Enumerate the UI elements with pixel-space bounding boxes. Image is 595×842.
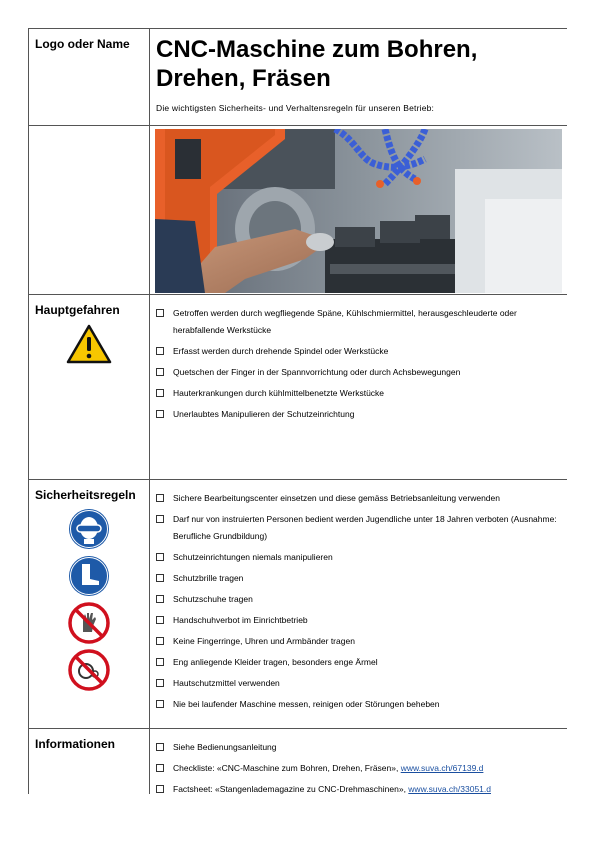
safety-sheet-table (28, 28, 567, 794)
list-item-text: Unerlaubtes Manipulieren der Schutzeinrichtung (173, 409, 355, 419)
hazards-list (150, 295, 567, 423)
logo-cell (29, 29, 150, 126)
list-item-text: Quetschen der Finger in der Spannvorrichtung oder durch Achsbewegungen (173, 367, 461, 377)
checkbox-icon (156, 616, 164, 624)
info-row (29, 729, 568, 795)
hazards-label-cell (29, 295, 150, 480)
checkbox-icon (156, 515, 164, 523)
checkbox-icon (156, 679, 164, 687)
list-item (156, 549, 563, 566)
checkbox-icon (156, 494, 164, 502)
checkbox-icon (156, 785, 164, 793)
rules-row (29, 480, 568, 729)
title-line-1: CNC-Maschine zum Bohren, (156, 36, 478, 63)
no-gloves-icon (68, 602, 110, 644)
list-item-text: Hautschutzmittel verwenden (173, 678, 280, 688)
checkbox-icon (156, 410, 164, 418)
checkbox-icon (156, 309, 164, 317)
header-row (29, 29, 568, 126)
hazards-label: Hauptgefahren (35, 303, 120, 317)
list-item-text: Schutzschuhe tragen (173, 594, 253, 604)
machine-photo (155, 129, 562, 293)
list-item (156, 364, 563, 381)
checkbox-icon (156, 764, 164, 772)
rules-list (150, 480, 567, 713)
list-item (156, 385, 563, 402)
list-item-text: Sichere Bearbeitungscenter einsetzen und diese gemäss Betriebsanleitung verwenden (173, 493, 500, 503)
list-item (156, 406, 563, 423)
list-item (156, 612, 563, 629)
checkbox-icon (156, 637, 164, 645)
document-sheet (28, 28, 567, 794)
list-item (156, 511, 563, 545)
list-item (156, 739, 563, 756)
photo-row (29, 126, 568, 295)
hazards-row (29, 295, 568, 480)
list-item-text: Eng anliegende Kleider tragen, besonders enge Ärmel (173, 657, 378, 667)
list-item-text: Erfasst werden durch drehende Spindel oder Werkstücke (173, 346, 389, 356)
logo-label: Logo oder Name (35, 37, 130, 51)
checkbox-icon (156, 658, 164, 666)
page-title (150, 29, 556, 93)
checkbox-icon (156, 347, 164, 355)
title-cell (150, 29, 568, 126)
checkbox-icon (156, 743, 164, 751)
list-item-text: Nie bei laufender Maschine messen, reinigen oder Störungen beheben (173, 699, 440, 709)
info-list-cell (150, 729, 568, 795)
checkbox-icon (156, 595, 164, 603)
rules-list-cell (150, 480, 568, 729)
page-subtitle: Die wichtigsten Sicherheits- und Verhaltensregeln für unseren Betrieb: (156, 103, 435, 113)
safety-boots-icon (68, 555, 110, 597)
rules-label: Sicherheitsregeln (35, 488, 136, 502)
list-item-text: Factsheet: «Stangenlademagazine zu CNC-Drehmaschinen», (173, 784, 409, 794)
list-item (156, 633, 563, 650)
list-item (156, 781, 563, 794)
title-line-2: Drehen, Fräsen (156, 65, 331, 92)
photo-cell (150, 126, 568, 295)
list-item-text: Darf nur von instruierten Personen bedient werden Jugendliche unter 18 Jahren verboten (Ausnahme: Berufliche Grundbildung) (173, 514, 557, 541)
warning-triangle-icon (66, 324, 112, 364)
list-item (156, 591, 563, 608)
rules-label-cell (29, 480, 150, 729)
list-item (156, 490, 563, 507)
info-list (150, 729, 567, 794)
checkbox-icon (156, 553, 164, 561)
list-item-text: Getroffen werden durch wegfliegende Späne, Kühlschmiermittel, herausgeschleuderte oder herabfallende Werkstücke (173, 308, 517, 335)
list-item-text: Checkliste: «CNC-Maschine zum Bohren, Drehen, Fräsen», (173, 763, 401, 773)
list-item (156, 675, 563, 692)
checkbox-icon (156, 700, 164, 708)
checkbox-icon (156, 389, 164, 397)
eye-protection-icon (68, 508, 110, 550)
list-item (156, 760, 563, 777)
list-item-text: Keine Fingerringe, Uhren und Armbänder tragen (173, 636, 355, 646)
list-item-text: Schutzeinrichtungen niemals manipulieren (173, 552, 333, 562)
list-item (156, 696, 563, 713)
no-jewelry-icon (68, 649, 110, 691)
hazards-list-cell (150, 295, 568, 480)
checklist-link[interactable]: www.suva.ch/67139.d (400, 763, 484, 773)
factsheet-link[interactable]: www.suva.ch/33051.d (408, 784, 491, 794)
list-item-text: Hauterkrankungen durch kühlmittelbenetzte Werkstücke (173, 388, 385, 398)
list-item (156, 305, 563, 339)
list-item-text: Handschuhverbot im Einrichtbetrieb (173, 615, 308, 625)
list-item (156, 343, 563, 360)
list-item (156, 654, 563, 671)
info-label: Informationen (35, 737, 115, 751)
info-label-cell (29, 729, 150, 795)
list-item (156, 570, 563, 587)
photo-left-cell (29, 126, 150, 295)
checkbox-icon (156, 574, 164, 582)
checkbox-icon (156, 368, 164, 376)
list-item-text: Siehe Bedienungsanleitung (173, 742, 277, 752)
list-item-text: Schutzbrille tragen (173, 573, 244, 583)
